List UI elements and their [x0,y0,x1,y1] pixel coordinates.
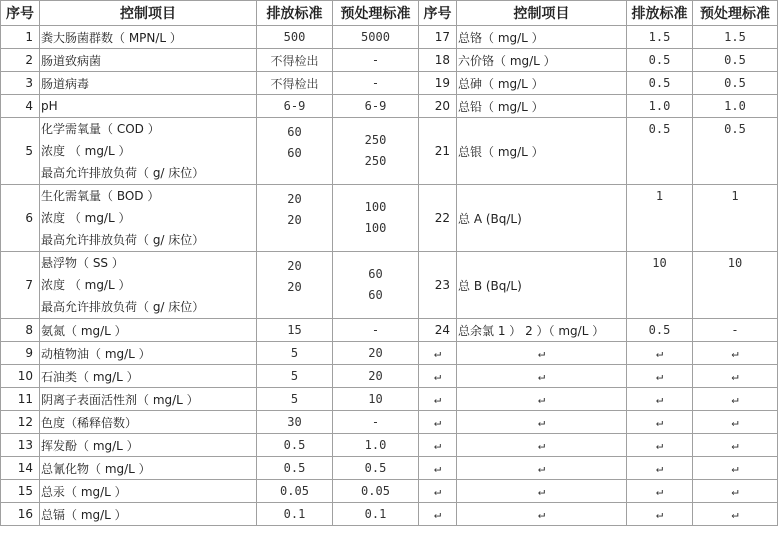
value-line: 20 [287,259,302,273]
row-item[interactable] [40,118,257,185]
row-no[interactable]: 12 [1,411,40,434]
empty-cell-mark[interactable]: ↵ [693,503,778,526]
value-line: 20 [287,192,302,206]
row-item[interactable]: 总氰化物（ mg/L ） [40,457,257,480]
item-line: 最高允许排放负荷（ g/ 床位） [41,166,205,180]
row-pretreat[interactable]: 0.05 [333,480,419,503]
row-no[interactable]: 19 [419,72,457,95]
row-discharge[interactable]: 5 [257,342,333,365]
empty-cell-mark[interactable]: ↵ [457,342,627,365]
row-item[interactable]: 挥发酚（ mg/L ） [40,434,257,457]
table-row [1,252,778,319]
row-discharge[interactable]: 不得检出 [257,72,333,95]
table-row [1,26,778,49]
row-no[interactable]: 14 [1,457,40,480]
empty-cell-mark[interactable]: ↵ [627,411,693,434]
row-discharge[interactable]: 0.5 [627,72,693,95]
empty-cell-mark[interactable]: ↵ [419,388,457,411]
table-row [1,388,778,411]
row-pretreat[interactable] [333,118,419,185]
row-no[interactable]: 20 [419,95,457,118]
row-no[interactable]: 22 [419,185,457,252]
row-discharge[interactable]: 30 [257,411,333,434]
row-item[interactable]: 总 A (Bq/L) [457,185,627,252]
table-row [1,185,778,252]
table-row [1,72,778,95]
row-discharge[interactable]: 0.5 [257,457,333,480]
row-item[interactable]: 动植物油（ mg/L ） [40,342,257,365]
row-pretreat[interactable]: 5000 [333,26,419,49]
table-row [1,434,778,457]
table-row [1,319,778,342]
row-no[interactable]: 13 [1,434,40,457]
empty-cell-mark[interactable]: ↵ [627,342,693,365]
item-line: 生化需氧量（ BOD ） [41,189,160,203]
empty-cell-mark[interactable]: ↵ [419,503,457,526]
row-item[interactable]: 阴离子表面活性剂（ mg/L ） [40,388,257,411]
row-no[interactable]: 1 [1,26,40,49]
row-no[interactable]: 18 [419,49,457,72]
header-row [1,1,778,26]
empty-cell-mark[interactable]: ↵ [419,457,457,480]
row-item[interactable]: 总铅（ mg/L ） [457,95,627,118]
empty-cell-mark[interactable]: ↵ [419,365,457,388]
row-discharge[interactable] [257,185,333,252]
row-pretreat[interactable]: 1.0 [333,434,419,457]
row-item[interactable]: 肠道病毒 [40,72,257,95]
empty-cell-mark[interactable]: ↵ [457,411,627,434]
row-no[interactable]: 10 [1,365,40,388]
row-pretreat[interactable]: 10 [693,252,778,319]
row-item[interactable]: 总银（ mg/L ） [457,118,627,185]
item-line: 悬浮物（ SS ） [41,256,124,270]
row-discharge[interactable]: 6-9 [257,95,333,118]
row-discharge[interactable]: 0.5 [257,434,333,457]
row-pretreat[interactable]: - [333,72,419,95]
empty-cell-mark[interactable]: ↵ [627,434,693,457]
row-pretreat[interactable]: 1 [693,185,778,252]
header-no-left: 序号 [1,1,40,26]
row-item[interactable]: 总汞（ mg/L ） [40,480,257,503]
row-discharge[interactable]: 1.5 [627,26,693,49]
row-no[interactable]: 15 [1,480,40,503]
table-row [1,95,778,118]
value-line: 60 [368,267,383,281]
row-item[interactable]: 总砷（ mg/L ） [457,72,627,95]
value-line: 60 [287,146,302,160]
empty-cell-mark[interactable]: ↵ [457,503,627,526]
empty-cell-mark[interactable]: ↵ [457,388,627,411]
row-pretreat[interactable]: 0.5 [693,72,778,95]
item-line: 浓度 （ mg/L ） [41,278,131,292]
row-discharge[interactable]: 0.1 [257,503,333,526]
header-discharge-left: 排放标准 [257,1,333,26]
row-discharge[interactable]: 1.0 [627,95,693,118]
table-row [1,118,778,185]
row-discharge[interactable]: 不得检出 [257,49,333,72]
row-pretreat[interactable]: - [693,319,778,342]
row-pretreat[interactable]: - [333,319,419,342]
row-no[interactable]: 17 [419,26,457,49]
row-pretreat[interactable]: 20 [333,365,419,388]
row-discharge[interactable]: 10 [627,252,693,319]
value-line: 20 [287,213,302,227]
item-line: 浓度 （ mg/L ） [41,211,131,225]
row-discharge[interactable]: 500 [257,26,333,49]
row-item[interactable]: pH [40,95,257,118]
row-item[interactable]: 粪大肠菌群数（ MPN/L ） [40,26,257,49]
empty-cell-mark[interactable]: ↵ [419,342,457,365]
row-discharge[interactable]: 0.05 [257,480,333,503]
table-row [1,503,778,526]
empty-cell-mark[interactable]: ↵ [693,457,778,480]
empty-cell-mark[interactable]: ↵ [627,388,693,411]
header-pretreat-right: 预处理标准 [693,1,778,26]
row-discharge[interactable]: 5 [257,388,333,411]
empty-cell-mark[interactable]: ↵ [627,480,693,503]
row-pretreat[interactable] [333,185,419,252]
empty-cell-mark[interactable]: ↵ [419,480,457,503]
empty-cell-mark[interactable]: ↵ [457,457,627,480]
row-item[interactable]: 总铬（ mg/L ） [457,26,627,49]
row-discharge[interactable]: 0.5 [627,118,693,185]
row-no[interactable]: 11 [1,388,40,411]
row-no[interactable]: 2 [1,49,40,72]
empty-cell-mark[interactable]: ↵ [457,480,627,503]
row-no[interactable]: 24 [419,319,457,342]
row-pretreat[interactable]: 0.1 [333,503,419,526]
empty-cell-mark[interactable]: ↵ [627,365,693,388]
value-line: 250 [364,154,387,168]
row-item[interactable]: 总余氯 1 ） 2 ）（ mg/L ） [457,319,627,342]
row-item[interactable] [40,252,257,319]
row-item[interactable]: 六价铬（ mg/L ） [457,49,627,72]
header-discharge-right: 排放标准 [627,1,693,26]
row-no[interactable]: 6 [1,185,40,252]
row-pretreat[interactable]: 0.5 [333,457,419,480]
row-no[interactable]: 8 [1,319,40,342]
table-row [1,411,778,434]
row-item[interactable]: 总 B (Bq/L) [457,252,627,319]
value-line: 100 [364,200,387,214]
row-pretreat[interactable]: 1.5 [693,26,778,49]
row-discharge[interactable]: 0.5 [627,319,693,342]
row-no[interactable]: 23 [419,252,457,319]
table-row [1,49,778,72]
row-pretreat[interactable]: 1.0 [693,95,778,118]
row-discharge[interactable] [257,252,333,319]
row-discharge[interactable]: 1 [627,185,693,252]
table-row [1,365,778,388]
empty-cell-mark[interactable]: ↵ [627,503,693,526]
header-no-right: 序号 [419,1,457,26]
row-pretreat[interactable]: - [333,49,419,72]
row-no[interactable]: 3 [1,72,40,95]
value-line: 250 [364,133,387,147]
row-pretreat[interactable] [333,252,419,319]
row-discharge[interactable] [257,118,333,185]
header-item-left: 控制项目 [40,1,257,26]
table-row [1,342,778,365]
value-line: 60 [287,125,302,139]
empty-cell-mark[interactable]: ↵ [693,342,778,365]
row-no[interactable]: 5 [1,118,40,185]
row-discharge[interactable]: 15 [257,319,333,342]
empty-cell-mark[interactable]: ↵ [693,411,778,434]
row-item[interactable]: 石油类（ mg/L ） [40,365,257,388]
row-pretreat[interactable]: 10 [333,388,419,411]
row-item[interactable]: 总镉（ mg/L ） [40,503,257,526]
value-line: 60 [368,288,383,302]
row-pretreat[interactable]: 0.5 [693,49,778,72]
row-pretreat[interactable]: 0.5 [693,118,778,185]
empty-cell-mark[interactable]: ↵ [457,434,627,457]
row-no[interactable]: 4 [1,95,40,118]
row-no[interactable]: 16 [1,503,40,526]
empty-cell-mark[interactable]: ↵ [693,434,778,457]
empty-cell-mark[interactable]: ↵ [693,365,778,388]
header-pretreat-left: 预处理标准 [333,1,419,26]
empty-cell-mark[interactable]: ↵ [627,457,693,480]
row-no[interactable]: 7 [1,252,40,319]
value-line: 20 [287,280,302,294]
row-item[interactable]: 色度（稀释倍数） [40,411,257,434]
empty-cell-mark[interactable]: ↵ [693,388,778,411]
row-item[interactable] [40,185,257,252]
row-pretreat[interactable]: 6-9 [333,95,419,118]
row-discharge[interactable]: 0.5 [627,49,693,72]
empty-cell-mark[interactable]: ↵ [419,434,457,457]
item-line: 浓度 （ mg/L ） [41,144,131,158]
item-line: 最高允许排放负荷（ g/ 床位） [41,233,205,247]
value-line: 100 [364,221,387,235]
item-line: 化学需氧量（ COD ） [41,122,160,136]
row-item[interactable]: 氨氮（ mg/L ） [40,319,257,342]
table-row [1,480,778,503]
row-no[interactable]: 9 [1,342,40,365]
empty-cell-mark[interactable]: ↵ [419,411,457,434]
row-pretreat[interactable]: - [333,411,419,434]
row-item[interactable]: 肠道致病菌 [40,49,257,72]
empty-cell-mark[interactable]: ↵ [693,480,778,503]
row-no[interactable]: 21 [419,118,457,185]
table-row [1,457,778,480]
row-discharge[interactable]: 5 [257,365,333,388]
header-item-right: 控制项目 [457,1,627,26]
item-line: 最高允许排放负荷（ g/ 床位） [41,300,205,314]
empty-cell-mark[interactable]: ↵ [457,365,627,388]
row-pretreat[interactable]: 20 [333,342,419,365]
